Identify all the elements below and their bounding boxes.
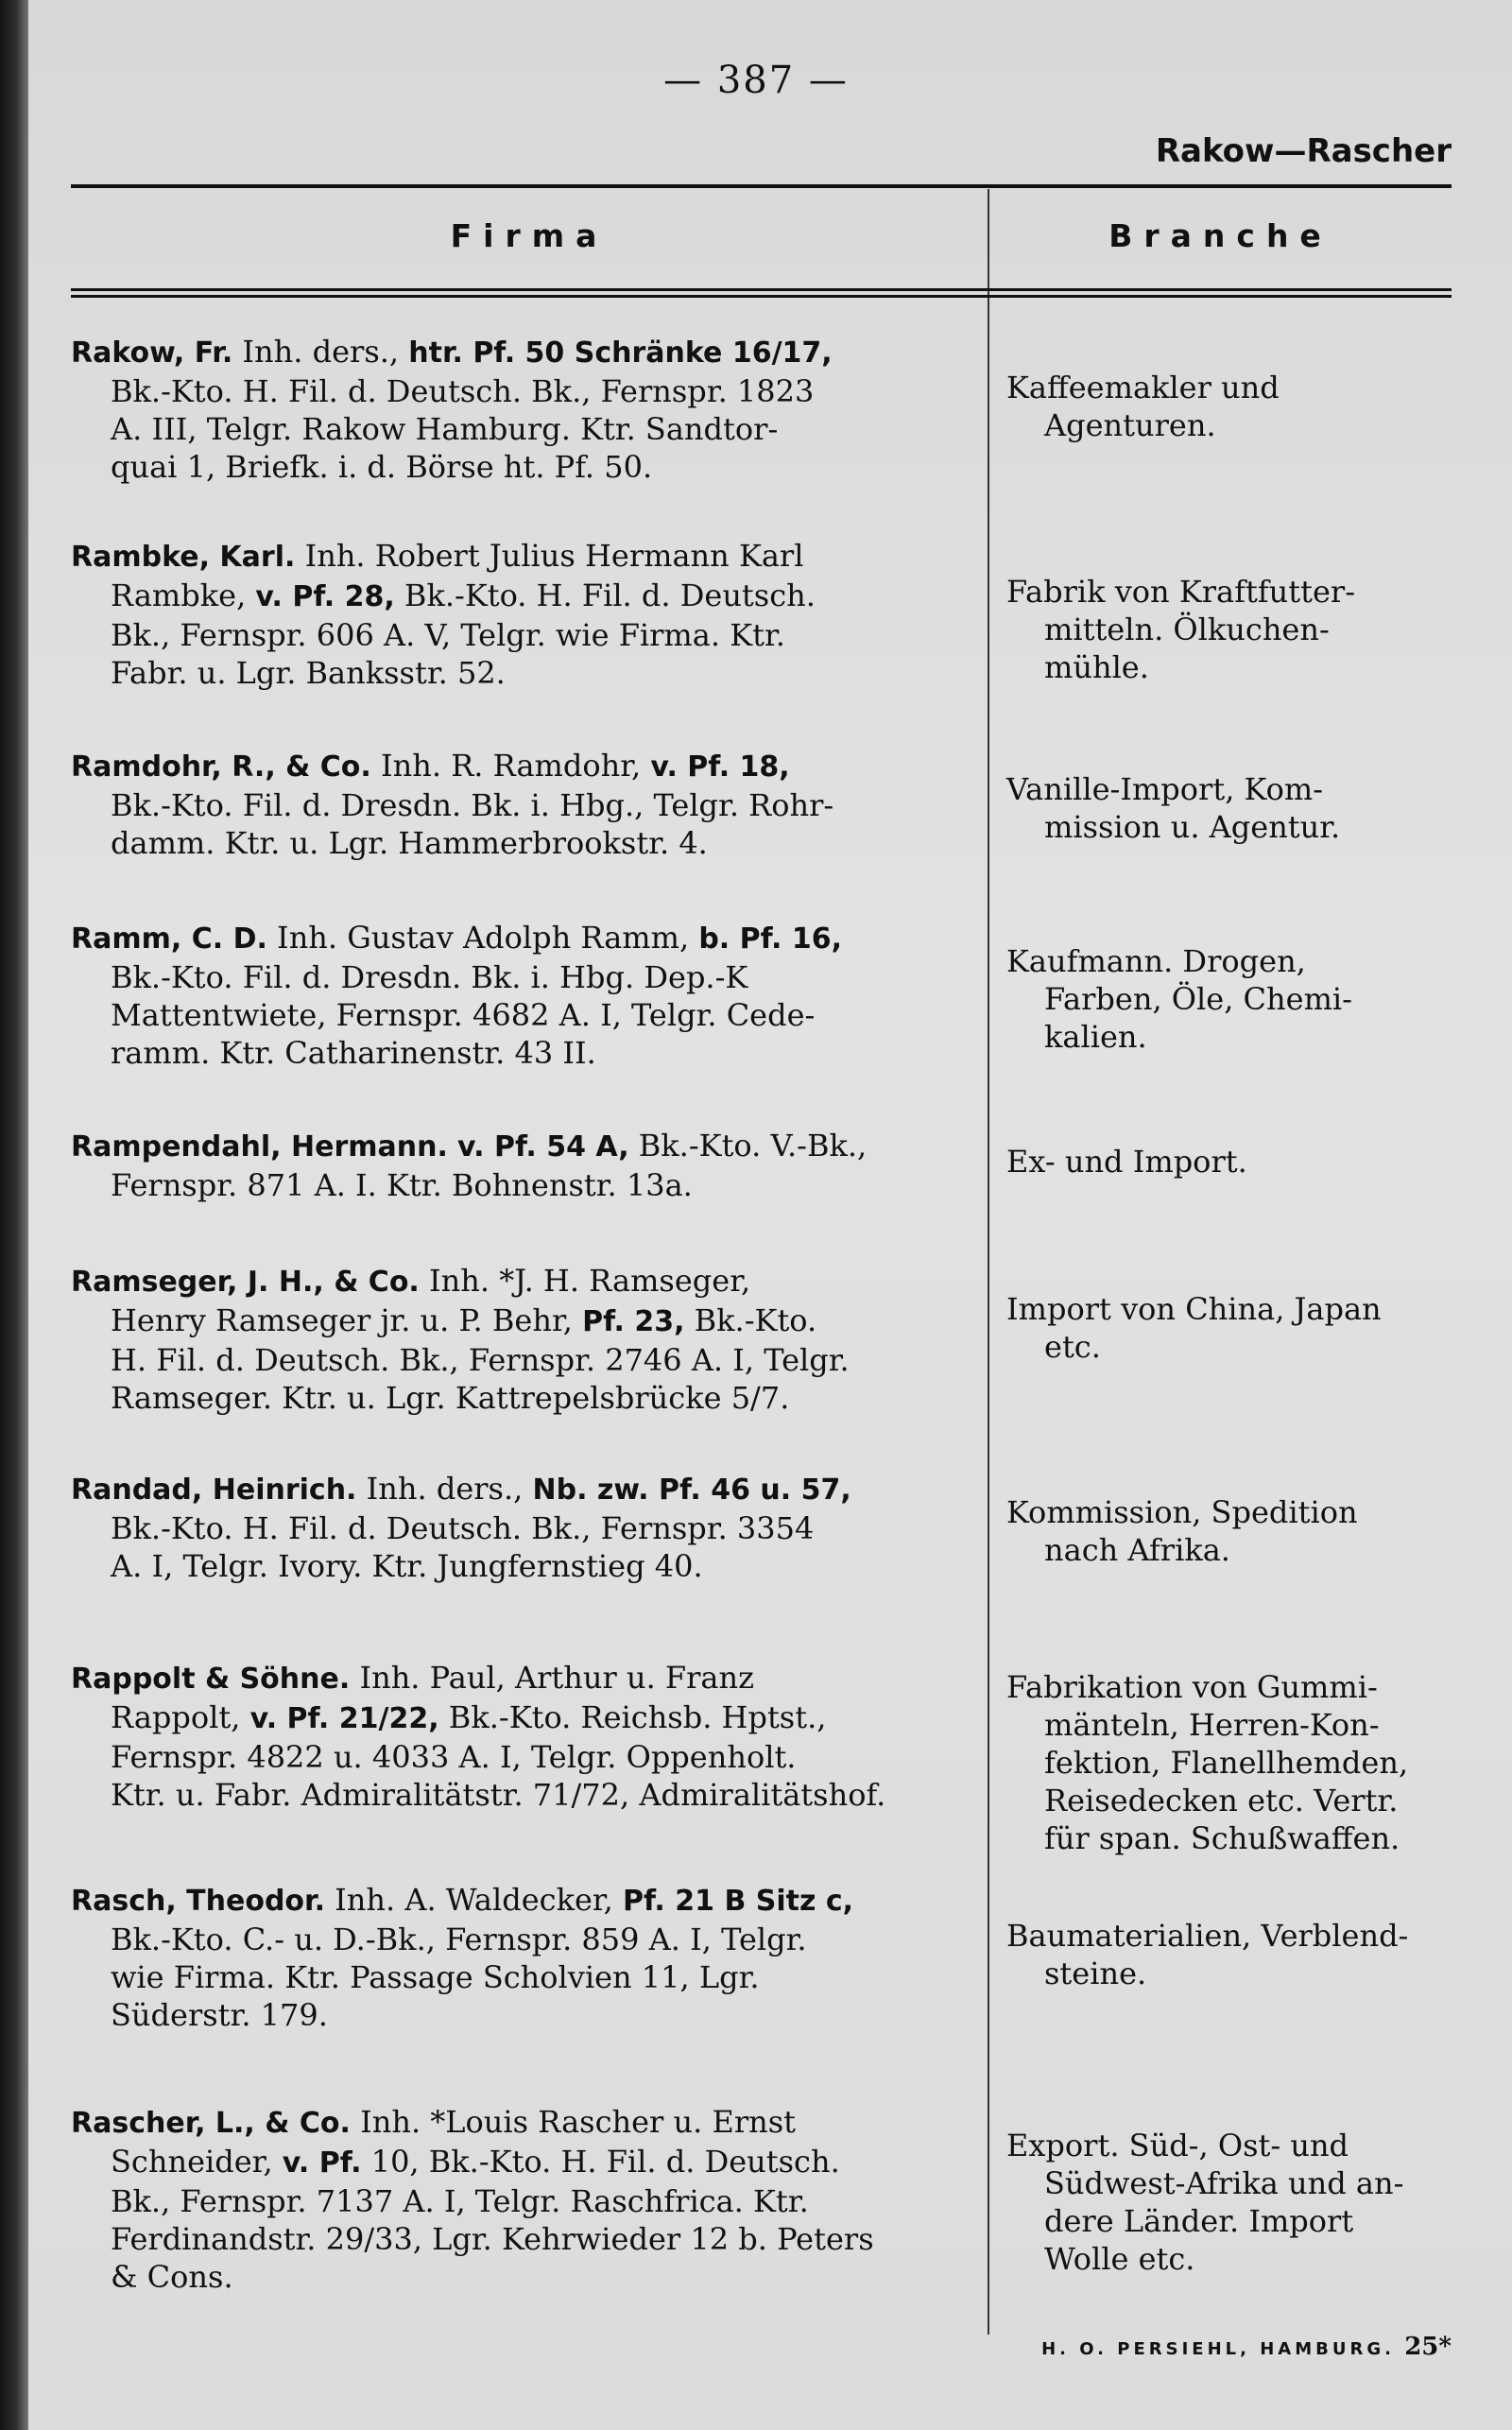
page-number: — 387 — xyxy=(663,59,849,102)
branche-line: mitteln. Ölkuchen- xyxy=(1044,612,1330,647)
firma-column-text xyxy=(71,1127,978,1204)
firma-line xyxy=(71,1776,978,1814)
firma-detail: Rappolt, xyxy=(111,1699,250,1735)
branche-line: mission u. Agentur. xyxy=(1044,809,1341,845)
firma-line xyxy=(71,747,978,786)
postfach-info: b. Pf. 16, xyxy=(698,922,843,956)
branche-line: Farben, Öle, Chemi- xyxy=(1044,981,1352,1017)
branche-line: Fabrik von Kraftfutter- xyxy=(1006,574,1356,610)
firma-detail: Inh. *J. H. Ramseger, xyxy=(429,1263,751,1299)
firma-line xyxy=(71,1470,978,1509)
branche-column-text xyxy=(1006,1668,1455,1857)
firma-line xyxy=(71,824,978,862)
firm-name: Randad, Heinrich. xyxy=(71,1474,357,1507)
firma-detail: Fernspr. 871 A. I. Ktr. Bohnenstr. 13a. xyxy=(111,1167,693,1203)
branche-line: Kommission, Spedition xyxy=(1006,1494,1358,1530)
branche-line: Fabrikation von Gummi- xyxy=(1006,1669,1378,1705)
branche-line: Wolle etc. xyxy=(1044,2241,1195,2277)
firma-detail: Bk.-Kto. H. Fil. d. Deutsch. xyxy=(394,577,816,613)
firma-detail: Inh. R. Ramdohr, xyxy=(380,748,651,784)
firma-detail: damm. Ktr. u. Lgr. Hammerbrookstr. 4. xyxy=(111,825,708,861)
firma-detail: Bk.-Kto. Fil. d. Dresdn. Bk. i. Hbg., Telgr. Rohr- xyxy=(111,787,834,823)
firma-detail: ramm. Ktr. Catharinenstr. 43 II. xyxy=(111,1035,596,1071)
firma-detail: Bk.-Kto. Fil. d. Dresdn. Bk. i. Hbg. Dep.-K xyxy=(111,959,748,995)
firma-line xyxy=(71,2182,978,2220)
firma-line xyxy=(71,1301,978,1341)
firm-name: Rasch, Theodor. xyxy=(71,1885,325,1918)
firm-name: Ramseger, J. H., & Co. xyxy=(71,1266,420,1299)
branche-column-text xyxy=(1006,1493,1455,1569)
postfach-info: v. Pf. 18, xyxy=(650,750,790,784)
firma-line xyxy=(71,996,978,1034)
branche-line: Kaufmann. Drogen, xyxy=(1006,943,1306,979)
branche-line: mühle. xyxy=(1044,649,1149,685)
firma-detail: Inh. ders., xyxy=(366,1471,533,1507)
postfach-info: v. Pf. xyxy=(282,2146,362,2180)
firma-line xyxy=(71,1921,978,1958)
firma-detail: Inh. *Louis Rascher u. Ernst xyxy=(360,2104,796,2140)
firma-detail: Mattentwiete, Fernspr. 4682 A. I, Telgr. Cede- xyxy=(111,997,816,1033)
firma-line xyxy=(71,1166,978,1204)
branche-column-text xyxy=(1006,942,1455,1056)
postfach-info: Pf. 21 B Sitz c, xyxy=(623,1885,854,1918)
firma-detail: Inh. Paul, Arthur u. Franz xyxy=(359,1660,754,1696)
firma-column-text xyxy=(71,919,978,1072)
postfach-info: v. Pf. 54 A, xyxy=(457,1130,629,1163)
firma-line xyxy=(71,786,978,824)
firma-line xyxy=(71,448,978,486)
branche-column-text xyxy=(1006,573,1455,686)
firma-column-text xyxy=(71,747,978,862)
branche-line: dere Länder. Import xyxy=(1044,2203,1354,2239)
branche-line: fektion, Flanellhemden, xyxy=(1044,1745,1409,1781)
postfach-info: Nb. zw. Pf. 46 u. 57, xyxy=(532,1474,851,1507)
branche-line: Reisedecken etc. Vertr. xyxy=(1044,1783,1399,1818)
header-double-rule xyxy=(71,288,1452,298)
firma-line xyxy=(71,1881,978,1921)
firma-line xyxy=(71,577,978,616)
firma-line xyxy=(71,410,978,448)
firma-line xyxy=(71,958,978,996)
firm-name: Rakow, Fr. xyxy=(71,336,233,370)
firma-detail: Bk., Fernspr. 606 A. V, Telgr. wie Firma. Ktr. xyxy=(111,617,785,653)
postfach-info: Pf. 23, xyxy=(582,1305,685,1338)
firma-detail: & Cons. xyxy=(111,2259,233,2295)
firma-detail: Bk.-Kto. H. Fil. d. Deutsch. Bk., Fernspr. 1823 xyxy=(111,373,815,409)
firma-detail: H. Fil. d. Deutsch. Bk., Fernspr. 2746 A. I, Telgr. xyxy=(111,1342,850,1378)
firma-detail: Inh. A. Waldecker, xyxy=(335,1882,624,1918)
firma-line xyxy=(71,1127,978,1166)
firma-line xyxy=(71,1379,978,1417)
column-header-branche: Branche xyxy=(1108,217,1332,254)
firma-detail: Bk., Fernspr. 7137 A. I, Telgr. Raschfrica. Ktr. xyxy=(111,2183,809,2219)
firma-detail: Henry Ramseger jr. u. P. Behr, xyxy=(111,1302,583,1338)
branche-column-text xyxy=(1006,1290,1455,1366)
firma-column-text xyxy=(71,1881,978,2034)
firma-line xyxy=(71,1958,978,1996)
firma-detail: Inh. Robert Julius Hermann Karl xyxy=(304,538,804,574)
branche-line: mänteln, Herren-Kon- xyxy=(1044,1707,1380,1743)
postfach-info: htr. Pf. 50 Schränke 16/17, xyxy=(408,336,833,370)
firma-detail: Fabr. u. Lgr. Banksstr. 52. xyxy=(111,655,506,691)
firma-line xyxy=(71,919,978,958)
firma-detail: Süderstr. 179. xyxy=(111,1997,328,2033)
firma-detail: Bk.-Kto. Reichsb. Hptst., xyxy=(438,1699,827,1735)
firma-line xyxy=(71,537,978,577)
running-head: Rakow—Rascher xyxy=(1155,132,1452,170)
firma-detail: Inh. Gustav Adolph Ramm, xyxy=(277,920,699,956)
firma-line xyxy=(71,1034,978,1072)
column-divider xyxy=(988,189,989,2335)
firm-name: Ramm, C. D. xyxy=(71,922,267,956)
firma-line xyxy=(71,372,978,410)
firma-detail: Bk.-Kto. V.-Bk., xyxy=(628,1128,868,1163)
branche-line: steine. xyxy=(1044,1956,1147,1991)
firma-detail: Fernspr. 4822 u. 4033 A. I, Telgr. Oppenholt. xyxy=(111,1739,797,1775)
firma-column-text xyxy=(71,333,978,486)
firma-column-text xyxy=(71,1659,978,1814)
branche-line: nach Afrika. xyxy=(1044,1532,1230,1568)
firma-detail: Ferdinandstr. 29/33, Lgr. Kehrwieder 12 b. Peters xyxy=(111,2221,874,2257)
printer-imprint xyxy=(1041,2333,1452,2361)
firma-line xyxy=(71,1738,978,1776)
firma-line xyxy=(71,333,978,372)
printer-name: H. O. PERSIEHL, HAMBURG. xyxy=(1041,2339,1395,2359)
firma-detail: Schneider, xyxy=(111,2144,283,2180)
postfach-info: v. Pf. 21/22, xyxy=(249,1702,439,1735)
branche-column-text xyxy=(1006,1917,1455,1992)
branche-line: Ex- und Import. xyxy=(1006,1144,1247,1180)
firma-detail: A. III, Telgr. Rakow Hamburg. Ktr. Sandtor- xyxy=(111,411,779,447)
branche-column-text xyxy=(1006,770,1455,846)
branche-line: Vanille-Import, Kom- xyxy=(1006,771,1324,807)
branche-line: Export. Süd-, Ost- und xyxy=(1006,2128,1349,2163)
firma-detail: Rambke, xyxy=(111,577,256,613)
firma-column-text xyxy=(71,1262,978,1417)
postfach-info: v. Pf. 28, xyxy=(255,580,395,613)
firma-detail: Bk.-Kto. H. Fil. d. Deutsch. Bk., Fernspr. 3354 xyxy=(111,1510,815,1546)
branche-column-text xyxy=(1006,1143,1455,1181)
firma-line xyxy=(71,616,978,654)
firm-name: Ramdohr, R., & Co. xyxy=(71,750,371,784)
branche-line: Import von China, Japan xyxy=(1006,1291,1382,1327)
firma-detail: Inh. ders., xyxy=(242,334,409,370)
column-header-firma: Firma xyxy=(450,217,609,254)
firma-line xyxy=(71,1341,978,1379)
branche-line: für span. Schußwaffen. xyxy=(1044,1820,1400,1856)
firma-column-text xyxy=(71,1470,978,1585)
branche-line: kalien. xyxy=(1044,1019,1147,1055)
firma-detail: Bk.-Kto. xyxy=(684,1302,817,1338)
firma-line xyxy=(71,2220,978,2258)
firma-detail: A. I, Telgr. Ivory. Ktr. Jungfernstieg 40. xyxy=(111,1548,703,1584)
branche-line: Kaffeemakler und xyxy=(1006,370,1280,405)
firm-name: Rampendahl, Hermann. xyxy=(71,1130,448,1163)
firma-line xyxy=(71,2258,978,2296)
firma-detail: 10, Bk.-Kto. H. Fil. d. Deutsch. xyxy=(361,2144,840,2180)
branche-line: etc. xyxy=(1044,1329,1101,1365)
branche-line: Südwest-Afrika und an- xyxy=(1044,2165,1404,2201)
firma-line xyxy=(71,1698,978,1738)
firma-line xyxy=(71,654,978,692)
firma-detail: Bk.-Kto. C.- u. D.-Bk., Fernspr. 859 A. I, Telgr. xyxy=(111,1922,807,1957)
branche-line: Agenturen. xyxy=(1044,407,1216,443)
firma-detail: Ktr. u. Fabr. Admiralitätstr. 71/72, Admiralitätshof. xyxy=(111,1777,886,1813)
firma-line xyxy=(71,2143,978,2182)
firm-name: Rascher, L., & Co. xyxy=(71,2107,351,2140)
firm-name: Rappolt & Söhne. xyxy=(71,1663,351,1696)
firma-detail: quai 1, Briefk. i. d. Börse ht. Pf. 50. xyxy=(111,449,653,485)
firma-line xyxy=(71,1547,978,1585)
firma-line xyxy=(71,1659,978,1698)
firma-detail: wie Firma. Ktr. Passage Scholvien 11, Lgr. xyxy=(111,1959,760,1995)
sheet-signature: 25* xyxy=(1404,2333,1452,2361)
book-binding-edge xyxy=(0,0,28,2430)
branche-column-text xyxy=(1006,369,1455,444)
firm-name: Rambke, Karl. xyxy=(71,541,296,574)
firma-column-text xyxy=(71,2103,978,2296)
branche-line: Baumaterialien, Verblend- xyxy=(1006,1918,1409,1954)
firma-column-text xyxy=(71,537,978,692)
firma-line xyxy=(71,1509,978,1547)
firma-line xyxy=(71,2103,978,2143)
firma-line xyxy=(71,1996,978,2034)
header-rule xyxy=(71,184,1452,188)
branche-column-text xyxy=(1006,2127,1455,2278)
firma-detail: Ramseger. Ktr. u. Lgr. Kattrepelsbrücke 5/7. xyxy=(111,1380,790,1416)
firma-line xyxy=(71,1262,978,1301)
